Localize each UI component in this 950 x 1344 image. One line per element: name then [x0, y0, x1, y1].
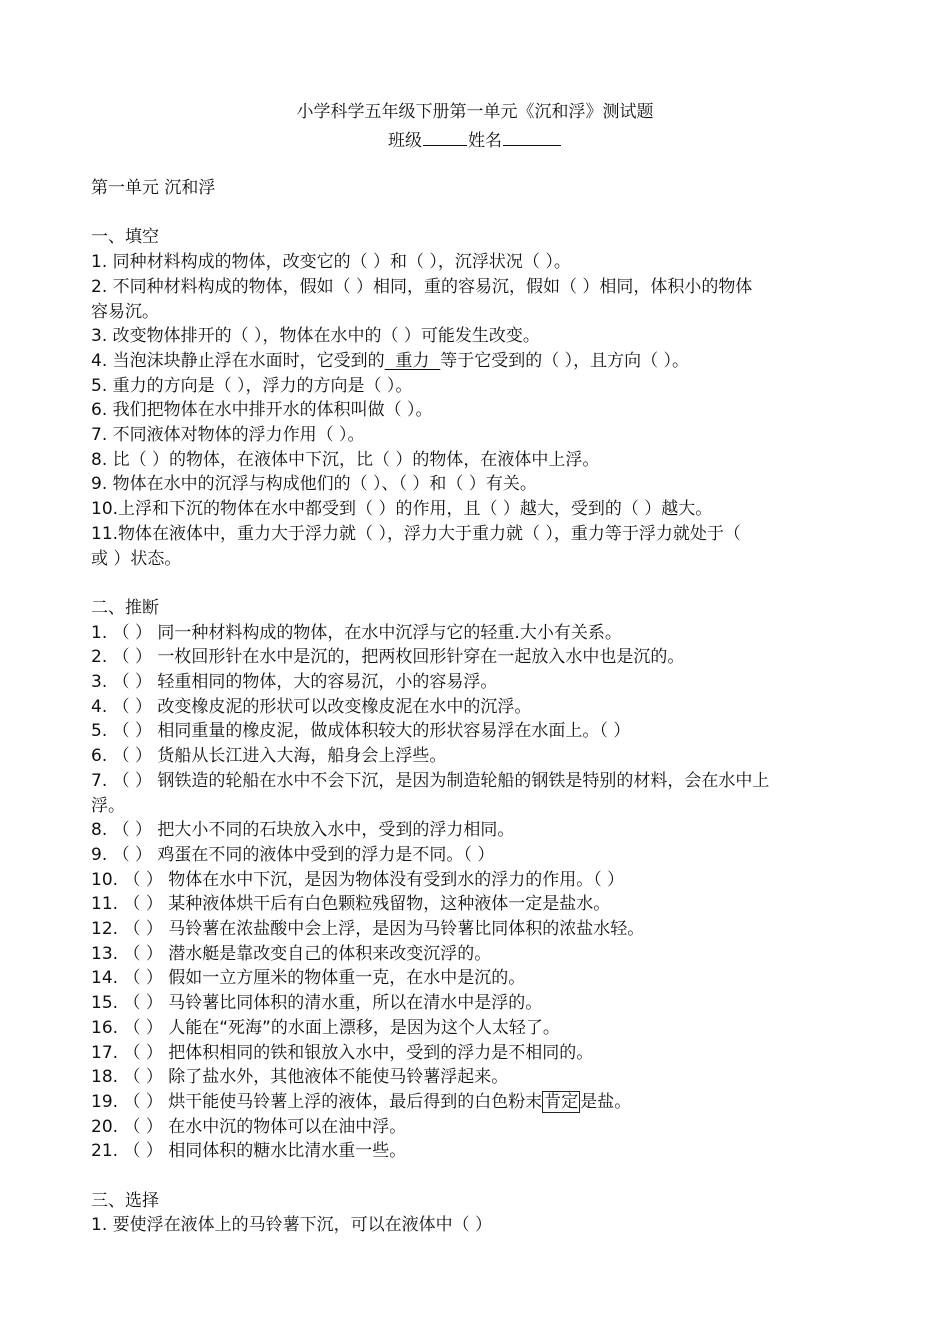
page-title: 小学科学五年级下册第一单元《沉和浮》测试题 — [296, 102, 654, 122]
judge-item: 6. （ ） 货船从长江进入大海，船身会上浮些。 — [91, 746, 447, 767]
fill-question-10: 10.上浮和下沉的物体在水中都受到（ ）的作用，且（ ）越大，受到的（ ）越大。 — [91, 499, 713, 520]
judge-item: 2. （ ） 一枚回形针在水中是沉的，把两枚回形针穿在一起放入水中也是沉的。 — [91, 647, 685, 668]
name-label: 姓名 — [468, 131, 502, 151]
judge-item: 11. （ ） 某种液体烘干后有白色颗粒残留物，这种液体一定是盐水。 — [91, 894, 611, 915]
judge-item-19-boxed-word: 肯定 — [544, 1091, 579, 1112]
judge-item: 18. （ ） 除了盐水外，其他液体不能使马铃薯浮起来。 — [91, 1067, 509, 1088]
judge-item-19 — [91, 1090, 871, 1115]
fill-question-7: 7. 不同液体对物体的浮力作用（ ）。 — [91, 425, 365, 446]
fill-question-3: 3. 改变物体排开的（ ），物体在水中的（ ）可能发生改变。 — [91, 326, 540, 347]
section-heading-fill: 一、填空 — [91, 227, 159, 248]
judge-item: 12. （ ） 马铃薯在浓盐酸中会上浮，是因为马铃薯比同体积的浓盐水轻。 — [91, 919, 645, 940]
fill-question-4-pre: 4. 当泡沫块静止浮在水面时，它受到的 — [91, 350, 385, 371]
judge-item: 1. （ ） 同一种材料构成的物体，在水中沉浮与它的轻重.大小有关系。 — [91, 622, 622, 643]
judge-item-19-pre: 19. （ ） 烘干能使马铃薯上浮的液体，最后得到的白色粉末 — [91, 1091, 543, 1112]
fill-question-11: 11.物体在液体中，重力大于浮力就（ ），浮力大于重力就（ ），重力等于浮力就处于（ — [91, 523, 741, 544]
class-blank — [423, 129, 467, 146]
class-name-line — [0, 129, 950, 151]
fill-question-2: 2. 不同种材料构成的物体，假如（ ）相同，重的容易沉，假如（ ）相同，体积小的物体 — [91, 276, 753, 297]
judge-item-19-post: 是盐。 — [580, 1091, 632, 1112]
fill-question-1: 1. 同种材料构成的物体，改变它的（ ）和（ ），沉浮状况（ ）。 — [91, 252, 571, 273]
fill-question-2-cont: 容易沉。 — [91, 301, 159, 322]
fill-question-4-answer: 重力 — [384, 350, 441, 371]
fill-question-4 — [91, 349, 871, 374]
unit-title: 第一单元 沉和浮 — [91, 178, 216, 198]
fill-question-11-cont: 或 ）状态。 — [91, 548, 182, 569]
section-heading-choice: 三、选择 — [91, 1190, 159, 1211]
judge-item: 9. （ ） 鸡蛋在不同的液体中受到的浮力是不同。（ ） — [91, 844, 495, 865]
judge-item-20: 20. （ ） 在水中沉的物体可以在油中浮。 — [91, 1116, 407, 1137]
judge-item: 10. （ ） 物体在水中下沉，是因为物体没有受到水的浮力的作用。（ ） — [91, 869, 625, 890]
judge-item-21: 21. （ ） 相同体积的糖水比清水重一些。 — [91, 1141, 407, 1162]
judge-item: 4. （ ） 改变橡皮泥的形状可以改变橡皮泥在水中的沉浮。 — [91, 696, 532, 717]
judge-item: 15. （ ） 马铃薯比同体积的清水重，所以在清水中是浮的。 — [91, 993, 543, 1014]
class-label: 班级 — [388, 131, 422, 151]
section-heading-judge: 二、推断 — [91, 597, 159, 618]
judge-item: 8. （ ） 把大小不同的石块放入水中，受到的浮力相同。 — [91, 820, 515, 841]
judge-item: 3. （ ） 轻重相同的物体，大的容易沉，小的容易浮。 — [91, 672, 498, 693]
worksheet-content — [91, 176, 871, 1238]
fill-question-9: 9. 物体在水中的沉浮与构成他们的（ ）、（ ）和（ ）有关。 — [91, 474, 537, 495]
spacer — [91, 201, 871, 226]
judge-item: 5. （ ） 相同重量的橡皮泥，做成体积较大的形状容易浮在水面上。（ ） — [91, 721, 631, 742]
fill-question-6: 6. 我们把物体在水中排开水的体积叫做（ ）。 — [91, 400, 433, 421]
fill-question-4-post: 等于它受到的（ ），且方向（ ）。 — [440, 350, 690, 371]
spacer — [91, 1164, 871, 1189]
judge-item: 16. （ ） 人能在“死海”的水面上漂移，是因为这个人太轻了。 — [91, 1017, 560, 1038]
fill-question-5: 5. 重力的方向是（ ），浮力的方向是（ ）。 — [91, 375, 413, 396]
judge-item: 7. （ ） 钢铁造的轮船在水中不会下沉，是因为制造轮船的钢铁是特别的材料，会在水中上 — [91, 770, 770, 791]
name-blank — [503, 129, 561, 146]
judge-item: 13. （ ） 潜水艇是靠改变自己的体积来改变沉浮的。 — [91, 943, 492, 964]
judge-item-cont: 浮。 — [91, 795, 125, 816]
spacer — [91, 571, 871, 596]
choice-question-1: 1. 要使浮在液体上的马铃薯下沉，可以在液体中（ ） — [91, 1215, 493, 1236]
judge-item: 14. （ ） 假如一立方厘米的物体重一克，在水中是沉的。 — [91, 968, 526, 989]
judge-item: 17. （ ） 把体积相同的铁和银放入水中，受到的浮力是不相同的。 — [91, 1042, 594, 1063]
fill-question-8: 8. 比（ ）的物体，在液体中下沉，比（ ）的物体，在液体中上浮。 — [91, 449, 600, 470]
